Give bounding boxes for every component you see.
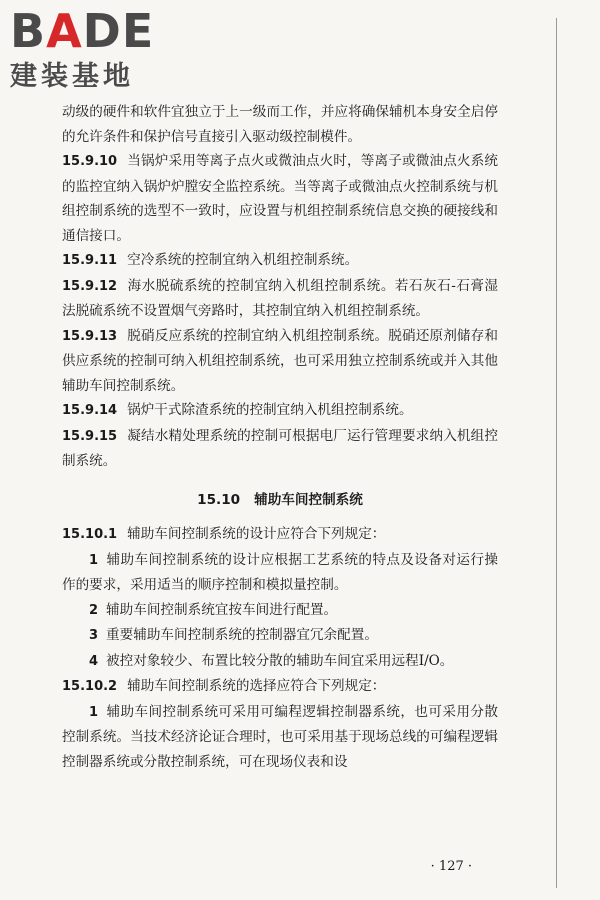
paragraph-text: 锅炉干式除渣系统的控制宜纳入机组控制系统。 bbox=[127, 402, 413, 418]
list-item bbox=[62, 623, 498, 649]
clause-number: 15.9.13 bbox=[62, 328, 118, 344]
item-number: 3 bbox=[89, 628, 99, 643]
item-number: 2 bbox=[89, 602, 99, 618]
logo-wordmark bbox=[10, 6, 185, 56]
paragraph-text: 空冷系统的控制宜纳入机组控制系统。 bbox=[127, 252, 359, 268]
continued-paragraph bbox=[62, 100, 498, 149]
logo-letters-de: DE bbox=[82, 4, 155, 58]
document-body bbox=[62, 100, 498, 774]
clause-number: 15.9.15 bbox=[62, 428, 118, 444]
clause-paragraph bbox=[62, 424, 498, 474]
clause-paragraph bbox=[62, 324, 498, 399]
paragraph-text: 海水脱硫系统的控制宜纳入机组控制系统。若石灰石-石膏湿法脱硫系统不设置烟气旁路时，其控制宜纳入机组控制系统。 bbox=[62, 277, 498, 319]
clause-paragraph bbox=[62, 674, 498, 700]
logo-letter-b: B bbox=[10, 4, 47, 58]
paragraph-text: 脱硝反应系统的控制宜纳入机组控制系统。脱硝还原剂储存和供应系统的控制可纳入机组控制系统，也可采用独立控制系统或并入其他辅助车间控制系统。 bbox=[62, 327, 498, 394]
item-number: 1 bbox=[89, 704, 99, 720]
paragraph-text: 重要辅助车间控制系统的控制器宜冗余配置。 bbox=[106, 627, 378, 643]
list-item bbox=[62, 598, 498, 624]
clause-number: 15.10.1 bbox=[62, 527, 118, 542]
paragraph-text: 辅助车间控制系统的选择应符合下列规定： bbox=[127, 678, 386, 694]
item-number: 1 bbox=[89, 552, 99, 568]
bade-logo bbox=[10, 6, 185, 94]
paragraph-text: 辅助车间控制系统的设计应符合下列规定： bbox=[127, 526, 386, 542]
section-heading bbox=[62, 488, 498, 513]
clause-paragraph bbox=[62, 398, 498, 424]
paragraph-text: 被控对象较少、布置比较分散的辅助车间宜采用远程I/O。 bbox=[106, 652, 454, 669]
page-edge-line bbox=[556, 18, 557, 888]
list-item bbox=[62, 548, 498, 598]
clause-number: 15.9.10 bbox=[62, 154, 118, 169]
clause-paragraph bbox=[62, 522, 498, 548]
paragraph-text: 当锅炉采用等离子点火或微油点火时，等离子或微油点火系统的监控宜纳入锅炉炉膛安全监控系统。当等离子或微油点火控制系统与机组控制系统的选型不一致时，应设置与机组控制系统信息交换的硬接线和通信接口。 bbox=[62, 153, 498, 244]
clause-number: 15.9.12 bbox=[62, 278, 118, 294]
logo-subtitle: 建装基地 bbox=[10, 61, 134, 92]
clause-number: 15.9.11 bbox=[62, 253, 118, 268]
paragraph-text: 动级的硬件和软件宜独立于上一级而工作，并应将确保辅机本身安全启停的允许条件和保护信号直接引入驱动级控制模件。 bbox=[62, 104, 498, 145]
paragraph-text: 凝结水精处理系统的控制可根据电厂运行管理要求纳入机组控制系统。 bbox=[62, 427, 498, 469]
paragraph-text: 辅助车间控制系统可采用可编程逻辑控制器系统，也可采用分散控制系统。当技术经济论证合理时，也可采用基于现场总线的可编程逻辑控制器系统或分散控制系统，可在现场仪表和设 bbox=[62, 703, 498, 770]
paragraph-text: 辅助车间控制系统的设计应根据工艺系统的特点及设备对运行操作的要求，采用适当的顺序控制和模拟量控制。 bbox=[62, 551, 498, 593]
logo-letter-a: A bbox=[46, 4, 83, 58]
item-number: 4 bbox=[89, 653, 99, 669]
clause-number: 15.9.14 bbox=[62, 403, 118, 418]
paragraph-text: 辅助车间控制系统宜按车间进行配置。 bbox=[106, 601, 338, 618]
section-number: 15.10 bbox=[197, 491, 241, 508]
list-item bbox=[62, 649, 498, 675]
clause-paragraph bbox=[62, 248, 498, 274]
clause-number: 15.10.2 bbox=[62, 679, 118, 694]
section-title: 辅助车间控制系统 bbox=[254, 491, 363, 508]
clause-paragraph bbox=[62, 149, 498, 248]
page-number: · 127 · bbox=[430, 859, 472, 874]
list-item bbox=[62, 700, 498, 775]
clause-paragraph bbox=[62, 274, 498, 324]
